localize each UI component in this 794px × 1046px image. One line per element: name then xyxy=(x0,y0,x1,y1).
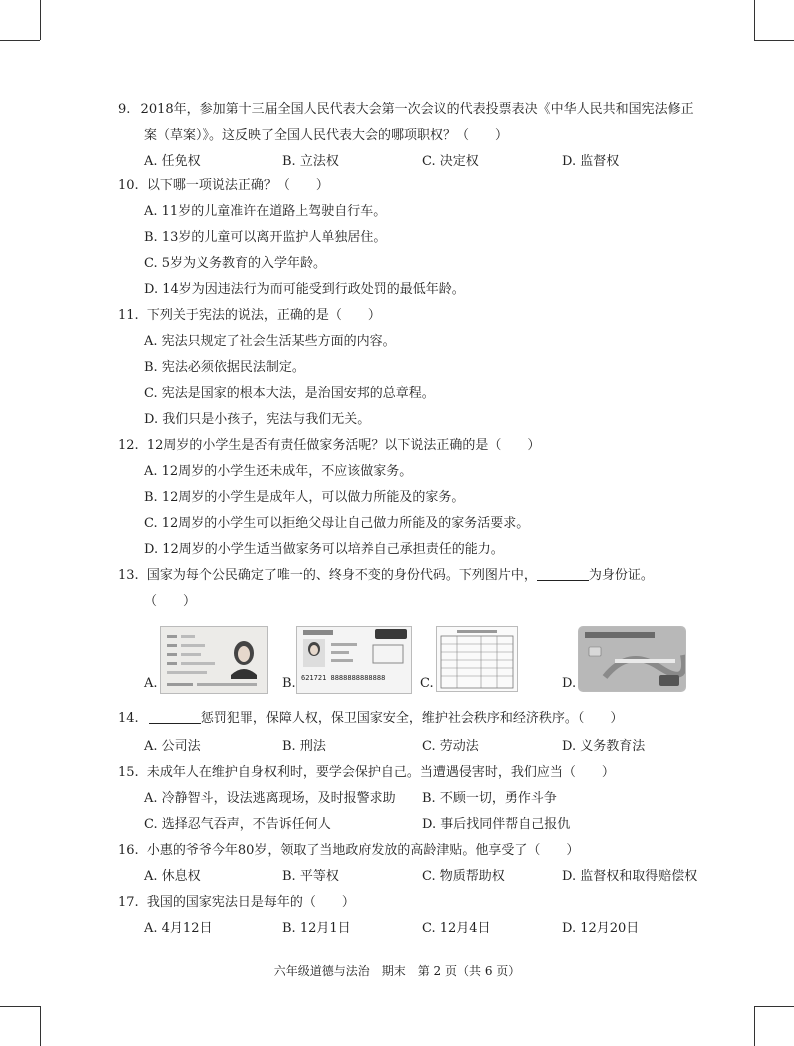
bank-card-icon xyxy=(579,627,685,691)
question-16-options xyxy=(144,864,764,890)
crop-mark xyxy=(40,0,41,40)
question-14 xyxy=(118,706,778,732)
question-16 xyxy=(118,838,778,864)
crop-mark xyxy=(0,1006,40,1007)
student-card-icon xyxy=(297,627,411,671)
question-text: 小惠的爷爷今年80岁，领取了当地政府发放的高龄津贴。他享受了（ ） xyxy=(146,843,580,858)
answer-blank xyxy=(537,566,589,581)
question-number: 10. xyxy=(118,178,139,193)
question-17-options xyxy=(144,916,764,942)
question-number: 13. xyxy=(118,568,139,583)
question-9-options xyxy=(144,149,764,175)
question-number: 9. xyxy=(118,102,131,117)
question-9-continuation: 案（草案）》。这反映了全国人民代表大会的哪项职权？（ ） xyxy=(144,128,509,143)
question-13 xyxy=(118,563,778,589)
option-a[interactable]: A. 11岁的儿童准许在道路上驾驶自行车。 xyxy=(144,204,387,219)
crop-mark xyxy=(754,1006,755,1046)
option-c[interactable] xyxy=(420,624,520,694)
question-number: 17. xyxy=(118,895,139,910)
option-b[interactable]: B. 平等权 xyxy=(282,869,339,884)
question-17 xyxy=(118,890,778,916)
question-11 xyxy=(118,303,778,329)
question-text: 我国的国家宪法日是每年的（ ） xyxy=(146,895,355,910)
option-a[interactable]: A. 任免权 xyxy=(144,154,201,169)
question-9 xyxy=(118,97,778,123)
option-b[interactable]: B. 宪法必须依据民法制定。 xyxy=(144,360,305,375)
id-card-front-icon xyxy=(161,627,267,693)
option-c[interactable]: C. 宪法是国家的根本大法，是治国安邦的总章程。 xyxy=(144,386,435,401)
option-b[interactable]: B. 12月1日 xyxy=(282,921,351,936)
option-c[interactable]: C. 12月4日 xyxy=(422,921,491,936)
option-a[interactable]: A. 休息权 xyxy=(144,869,201,884)
option-a-label: A. xyxy=(144,676,158,691)
form-grid-icon xyxy=(437,627,517,691)
crop-mark xyxy=(754,40,794,41)
option-d[interactable]: D. 事后找同伴帮自己报仇 xyxy=(422,817,571,832)
crop-mark xyxy=(754,0,755,40)
question-number: 12. xyxy=(118,438,139,453)
question-text: 国家为每个公民确定了唯一的、终身不变的身份代码。下列图片中， xyxy=(146,568,537,583)
question-15-options-row1 xyxy=(144,786,764,812)
question-text: 惩罚犯罪，保障人权，保卫国家安全，维护社会秩序和经济秩序。（ ） xyxy=(200,711,624,726)
question-number: 11. xyxy=(118,308,139,323)
question-number: 16. xyxy=(118,843,139,858)
option-a[interactable]: A. 宪法只规定了社会生活某些方面的内容。 xyxy=(144,334,396,349)
question-text: 12周岁的小学生是否有责任做家务活呢？以下说法正确的是（ ） xyxy=(146,438,541,453)
bank-card-image xyxy=(578,626,686,692)
option-d[interactable]: D. 12月20日 xyxy=(562,921,640,936)
option-c[interactable]: C. 5岁为义务教育的入学年龄。 xyxy=(144,256,327,271)
option-b-label: B. xyxy=(282,676,296,691)
option-d-label: D. xyxy=(562,676,577,691)
option-c[interactable]: C. 选择忍气吞声，不告诉任何人 xyxy=(144,817,331,832)
option-a[interactable] xyxy=(144,624,268,694)
option-c[interactable]: C. 物质帮助权 xyxy=(422,869,505,884)
option-c[interactable]: C. 劳动法 xyxy=(422,739,479,754)
student-card-image xyxy=(296,626,412,694)
form-document-image xyxy=(436,626,518,692)
option-b[interactable]: B. 刑法 xyxy=(282,739,326,754)
option-b[interactable]: B. 不顾一切，勇作斗争 xyxy=(422,791,557,806)
option-a[interactable]: A. 4月12日 xyxy=(144,921,213,936)
question-text-end: 为身份证。 xyxy=(588,568,654,583)
option-d[interactable]: D. 监督权 xyxy=(562,154,620,169)
crop-mark xyxy=(40,1006,41,1046)
option-b[interactable]: B. 立法权 xyxy=(282,154,339,169)
crop-mark xyxy=(0,40,40,41)
option-c[interactable]: C. 决定权 xyxy=(422,154,479,169)
question-15-options-row2 xyxy=(144,812,764,838)
question-text: 2018年，参加第十三届全国人民代表大会第一次会议的代表投票表决《中华人民共和国宪法修正 xyxy=(140,102,694,117)
question-number: 15. xyxy=(118,765,139,780)
question-text: 未成年人在维护自身权利时，要学会保护自己。当遭遇侵害时，我们应当（ ） xyxy=(146,765,615,780)
option-a[interactable]: A. 冷静智斗，设法逃离现场，及时报警求助 xyxy=(144,791,396,806)
question-14-options xyxy=(144,734,764,760)
question-number: 14. xyxy=(118,711,139,726)
option-b[interactable] xyxy=(282,624,412,694)
question-text: 以下哪一项说法正确？（ ） xyxy=(146,178,329,193)
option-d[interactable]: D. 监督权和取得赔偿权 xyxy=(562,869,698,884)
id-card-image xyxy=(160,626,268,694)
option-d[interactable]: D. 14岁为因违法行为而可能受到行政处罚的最低年龄。 xyxy=(144,282,465,297)
question-15 xyxy=(118,760,778,786)
question-12 xyxy=(118,433,778,459)
option-a[interactable]: A. 公司法 xyxy=(144,739,201,754)
crop-mark xyxy=(754,1006,794,1007)
page-footer: 六年级道德与法治 期末 第 2 页（共 6 页） xyxy=(273,964,521,978)
option-b[interactable]: B. 12周岁的小学生是成年人，可以做力所能及的家务。 xyxy=(144,490,465,505)
question-text: 下列关于宪法的说法，正确的是（ ） xyxy=(146,308,381,323)
option-a[interactable]: A. 12周岁的小学生还未成年，不应该做家务。 xyxy=(144,464,413,479)
option-b[interactable]: B. 13岁的儿童可以离开监护人单独居住。 xyxy=(144,230,387,245)
card-number: 621721 8888888888888 xyxy=(301,674,386,682)
question-10 xyxy=(118,173,778,199)
question-13-continuation: （ ） xyxy=(144,594,197,609)
option-d[interactable]: D. 义务教育法 xyxy=(562,739,646,754)
option-d[interactable] xyxy=(562,624,688,694)
option-c[interactable]: C. 12周岁的小学生可以拒绝父母让自己做力所能及的家务活要求。 xyxy=(144,516,530,531)
option-c-label: C. xyxy=(420,676,434,691)
option-d[interactable]: D. 12周岁的小学生适当做家务可以培养自己承担责任的能力。 xyxy=(144,542,504,557)
answer-blank xyxy=(149,709,201,724)
option-d[interactable]: D. 我们只是小孩子，宪法与我们无关。 xyxy=(144,412,371,427)
